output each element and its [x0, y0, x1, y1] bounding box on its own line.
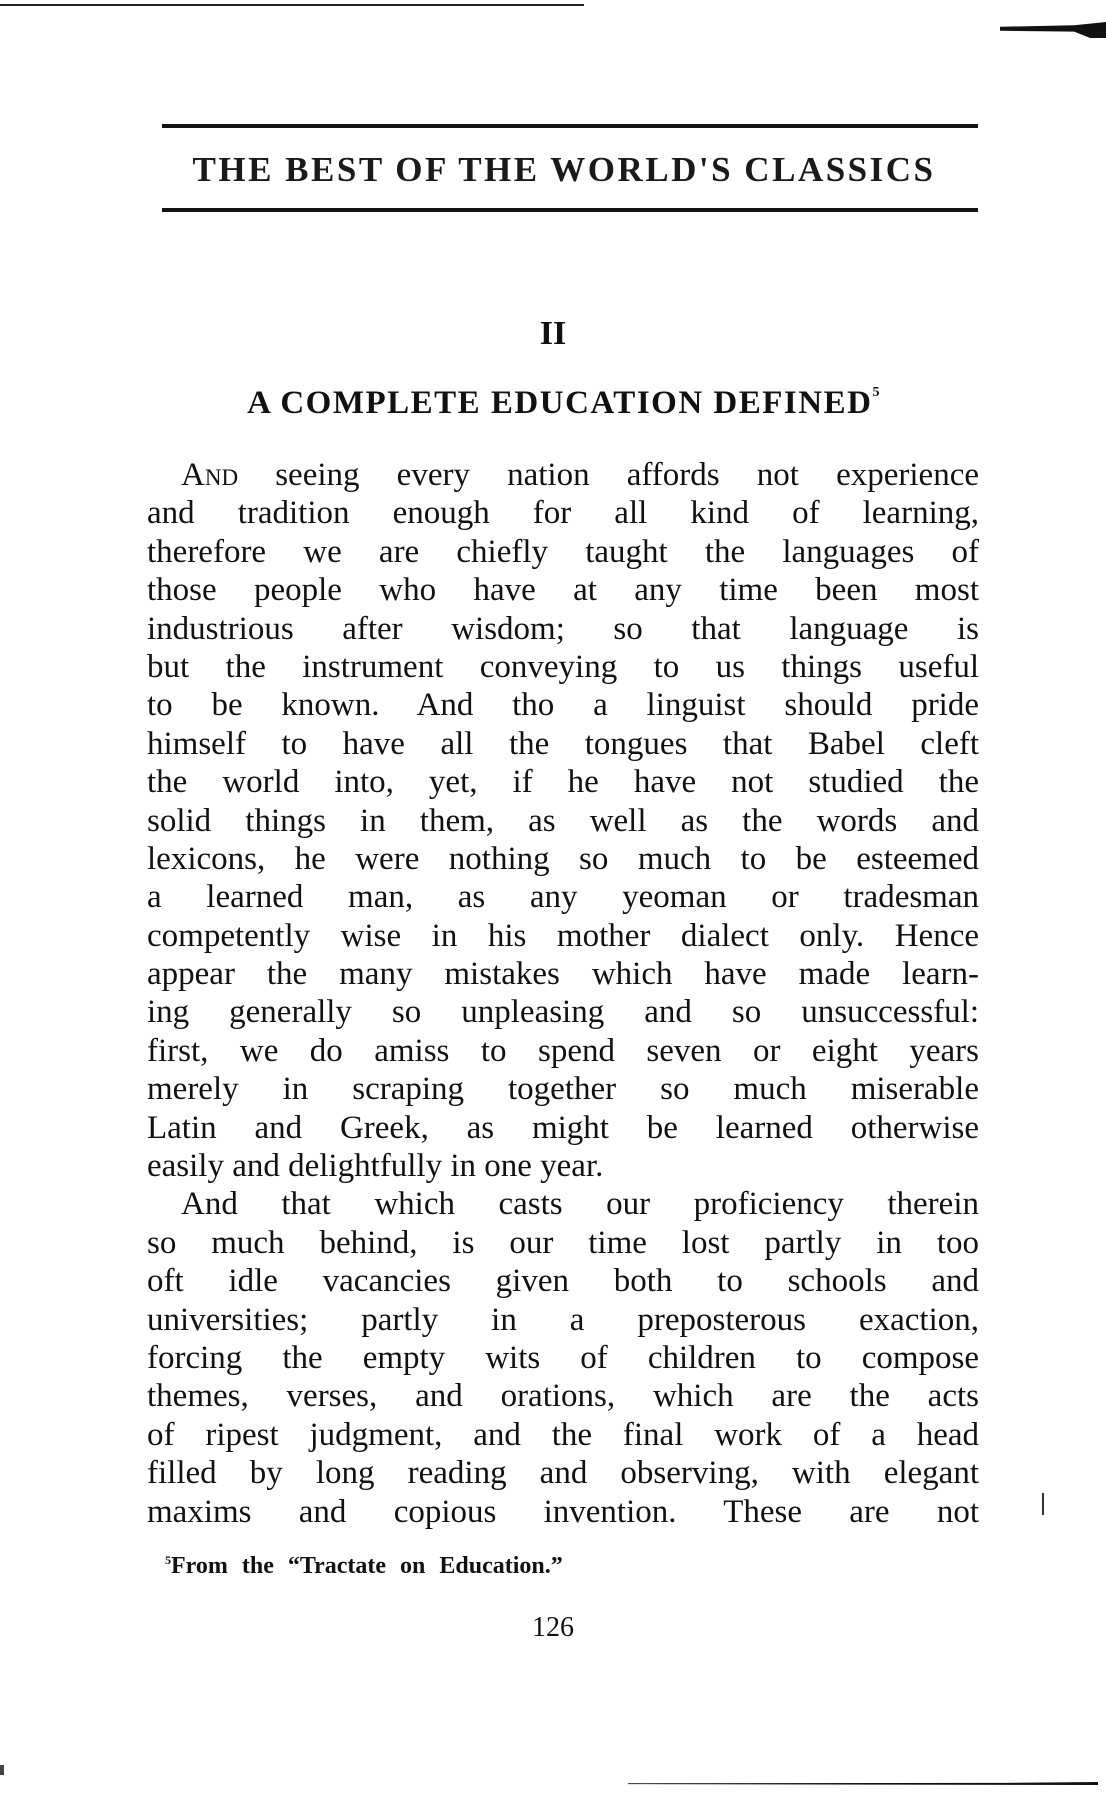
body-text	[147, 456, 979, 1531]
text-line: first, we do amiss to spend seven or eight years	[147, 1032, 979, 1069]
text-line: the world into, yet, if he have not studied the	[147, 764, 979, 801]
text-line: of ripest judgment, and the final work of a head	[147, 1416, 979, 1453]
page-number: 126	[532, 1612, 574, 1643]
text-line: And that which casts our proficiency therein	[181, 1186, 979, 1223]
text-line: Latin and Greek, as might be learned otherwise	[147, 1109, 979, 1146]
scan-speck	[0, 1765, 4, 1775]
footnote-marker: 5	[165, 1553, 171, 1567]
scan-edge-mark	[1000, 22, 1106, 38]
text-line: easily and delightfully in one year.	[147, 1148, 604, 1185]
text-line: so much behind, is our time lost partly in too	[147, 1224, 979, 1261]
footnote	[165, 1553, 563, 1580]
text-line: and tradition enough for all kind of learning,	[147, 495, 979, 532]
scan-edge-bottom	[628, 1782, 1098, 1785]
text-line: ing generally so unpleasing and so unsuccessful:	[147, 994, 979, 1031]
header-rule-top	[162, 124, 978, 128]
lead-small-caps: And	[181, 457, 239, 493]
text-line: universities; partly in a preposterous exaction,	[147, 1301, 979, 1338]
chapter-title-text: A COMPLETE EDUCATION DEFINED	[247, 385, 873, 421]
text-line: to be known. And tho a linguist should pride	[147, 687, 979, 724]
text-line: industrious after wisdom; so that language is	[147, 610, 979, 647]
text-line: but the instrument conveying to us things useful	[147, 648, 979, 685]
text-line: therefore we are chiefly taught the languages of	[147, 533, 979, 570]
text-line: solid things in them, as well as the words and	[147, 802, 979, 839]
header-rule-bottom	[162, 208, 978, 212]
text-line: competently wise in his mother dialect only. Hence	[147, 917, 979, 954]
text-line: merely in scraping together so much miserable	[147, 1071, 979, 1108]
running-head: THE BEST OF THE WORLD'S CLASSICS	[192, 150, 936, 189]
text-line: filled by long reading and observing, with elegant	[147, 1455, 979, 1492]
text-line: oft idle vacancies given both to schools and	[147, 1263, 979, 1300]
footnote-text: From the “Tractate on Education.”	[171, 1553, 563, 1579]
scan-edge-rule	[0, 4, 584, 6]
text-line	[147, 456, 979, 494]
line-text: seeing every nation affords not experience	[238, 457, 979, 493]
text-line: those people who have at any time been most	[147, 572, 979, 609]
text-line: lexicons, he were nothing so much to be esteemed	[147, 840, 979, 877]
footnote-ref: 5	[872, 385, 881, 400]
chapter-number: II	[539, 315, 567, 352]
text-line: maxims and copious invention. These are not	[147, 1493, 979, 1530]
text-line: appear the many mistakes which have made learn-	[147, 956, 979, 993]
chapter-title	[148, 385, 980, 422]
text-line: forcing the empty wits of children to compose	[147, 1339, 979, 1376]
text-line: themes, verses, and orations, which are the acts	[147, 1378, 979, 1415]
text-line: a learned man, as any yeoman or tradesman	[147, 879, 979, 916]
text-line: himself to have all the tongues that Babel cleft	[147, 725, 979, 762]
margin-mark	[1042, 1493, 1044, 1515]
